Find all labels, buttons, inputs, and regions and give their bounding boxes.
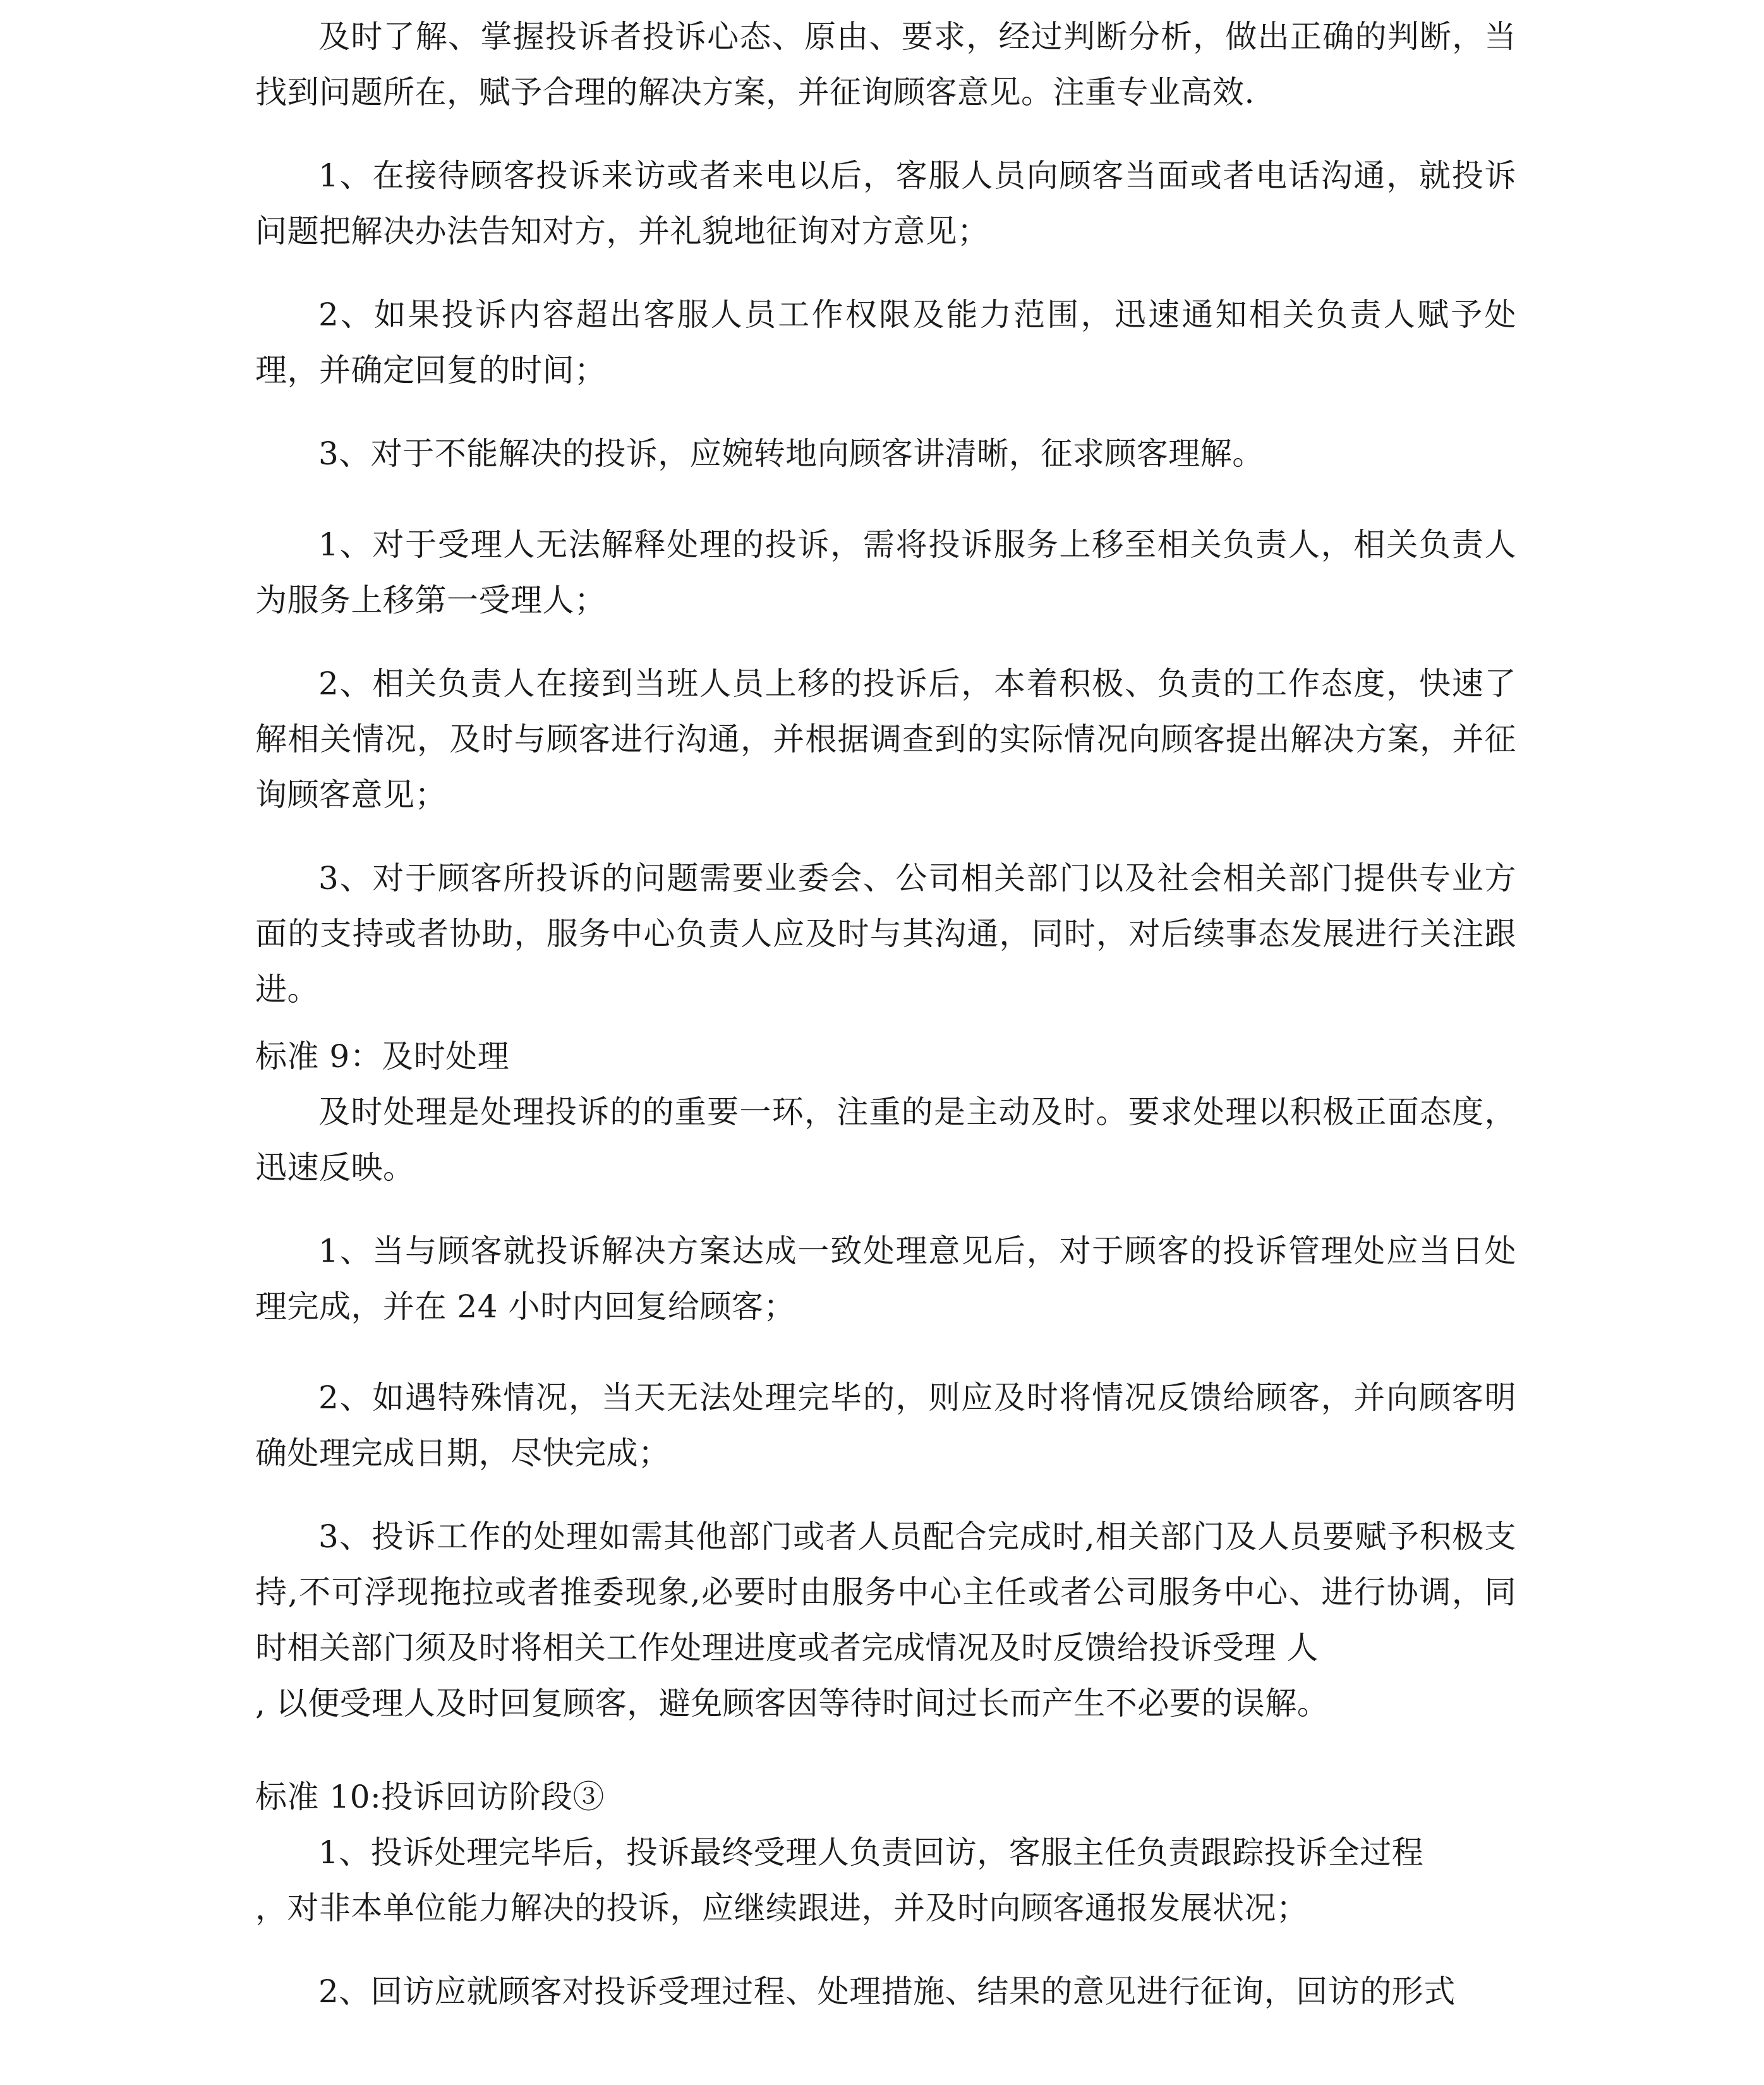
paragraph-upshift-3: 3、对于顾客所投诉的问题需要业委会、公司相关部门以及社会相关部门提供专业方面的支持或者协助，服务中心负责人应及时与其沟通，同时，对后续事态发展进行关注跟进。 [255,860,1516,1008]
paragraph-followup-2: 2、回访应就顾客对投诉受理过程、处理措施、结果的意见进行征询，回访的形式 [318,1973,1456,2010]
paragraph-timely-2: 2、如遇特殊情况，当天无法处理完毕的，则应及时将情况反馈给顾客，并向顾客明确处理完成日期，尽快完成； [255,1379,1516,1472]
paragraph-followup-1: 1、投诉处理完毕后，投诉最终受理人负责回访，客服主任负责跟踪投诉全过程 [318,1834,1424,1871]
paragraph-timely-3-continued: , 以便受理人及时回复顾客，避免顾客因等待时间过长而产生不必要的误解。 [255,1685,1329,1722]
paragraph-step-2-escalate: 2、如果投诉内容超出客服人员工作权限及能力范围，迅速通知相关负责人赋予处理，并确定回复的时间； [255,296,1516,389]
paragraph-timely-intro: 及时处理是处理投诉的的重要一环，注重的是主动及时。要求处理以积极正面态度，迅速反映。 [255,1094,1516,1186]
section-heading-standard-10: 标准 10:投诉回访阶段③ [255,1779,605,1815]
paragraph-upshift-1: 1、对于受理人无法解释处理的投诉，需将投诉服务上移至相关负责人，相关负责人为服务上移第一受理人； [255,526,1516,619]
paragraph-intro: 及时了解、掌握投诉者投诉心态、原由、要求，经过判断分析，做出正确的判断，当找到问题所在，赋予合理的解决方案，并征询顾客意见。注重专业高效. [255,18,1516,111]
paragraph-step-1-reply: 1、在接待顾客投诉来访或者来电以后，客服人员向顾客当面或者电话沟通，就投诉问题把解决办法告知对方，并礼貌地征询对方意见； [255,157,1516,250]
paragraph-step-3-explain: 3、对于不能解决的投诉，应婉转地向顾客讲清晰，征求顾客理解。 [318,435,1264,472]
paragraph-upshift-2: 2、相关负责人在接到当班人员上移的投诉后，本着积极、负责的工作态度，快速了解相关情况，及时与顾客进行沟通，并根据调查到的实际情况向顾客提出解决方案，并征询顾客意见； [255,665,1516,813]
paragraph-timely-3: 3、投诉工作的处理如需其他部门或者人员配合完成时,相关部门及人员要赋予积极支持,不可浮现拖拉或者推委现象,必要时由服务中心主任或者公司服务中心、进行协调，同时相关部门须及时将相关工作处理进度或者完成情况及时反馈给投诉受理 人 [255,1518,1516,1666]
paragraph-timely-1: 1、当与顾客就投诉解决方案达成一致处理意见后，对于顾客的投诉管理处应当日处理完成，并在 24 小时内回复给顾客； [255,1233,1516,1325]
paragraph-followup-1-continued: ，对非本单位能力解决的投诉，应继续跟进，并及时向顾客通报发展状况； [255,1890,1308,1926]
section-heading-standard-9: 标准 9：及时处理 [255,1038,510,1075]
